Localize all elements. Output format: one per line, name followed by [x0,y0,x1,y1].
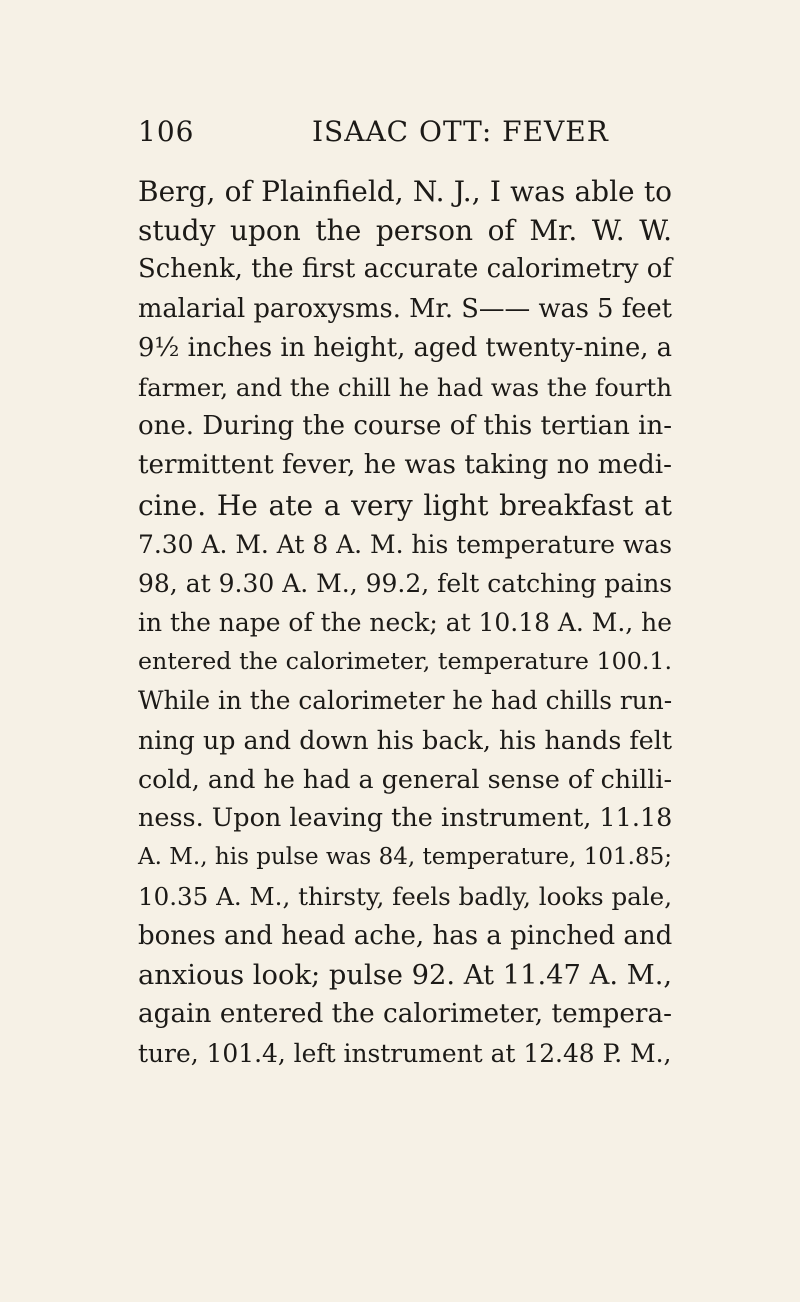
text-line: 98, at 9.30 A. M., 99.2, felt catching pains [138,568,673,598]
text-line: entered the calorimeter, temperature 100.1. [138,647,672,676]
text-line: 10.35 A. M., thirsty, feels badly, looks pale, [138,882,672,912]
text-line: 7.30 A. M. At 8 A. M. his temperature was [138,529,672,559]
text-line: ness. Upon leaving the instrument, 11.18 [138,803,673,833]
text-line: bones and head ache, has a pinched and [138,920,673,951]
body-text [138,172,672,1073]
running-header [138,114,672,150]
text-line: one. During the course of this tertian in- [138,411,672,442]
text-line: again entered the calorimeter, tempera- [138,998,672,1029]
text-line: ture, 101.4, left instrument at 12.48 P. M., [138,1039,672,1069]
text-line: ning up and down his back, his hands felt [138,725,672,755]
text-line: study upon the person of Mr. W. W. [138,214,672,248]
text-line: A. M., his pulse was 84, temperature, 101.85; [138,844,672,871]
text-line: anxious look; pulse 92. At 11.47 A. M., [138,959,673,991]
text-line: termittent fever, he was taking no medi- [138,450,672,481]
text-line: Berg, of Plainfield, N. J., I was able to [138,175,672,208]
running-head-title: ISAAC OTT: FEVER [312,115,609,148]
text-line: farmer, and the chill he had was the fourth [138,372,673,402]
page-number: 106 [138,115,195,148]
text-line: While in the calorimeter he had chills run- [138,686,673,716]
text-line: 9½ inches in height, aged twenty-nine, a [138,332,673,363]
text-line: Schenk, the first accurate calorimetry of [138,254,672,285]
text-line: malarial paroxysms. Mr. S—— was 5 feet [138,293,672,324]
text-line: in the nape of the neck; at 10.18 A. M., he [138,608,672,638]
text-line: cold, and he had a general sense of chilli- [138,763,673,794]
text-line: cine. He ate a very light breakfast at [138,488,672,522]
